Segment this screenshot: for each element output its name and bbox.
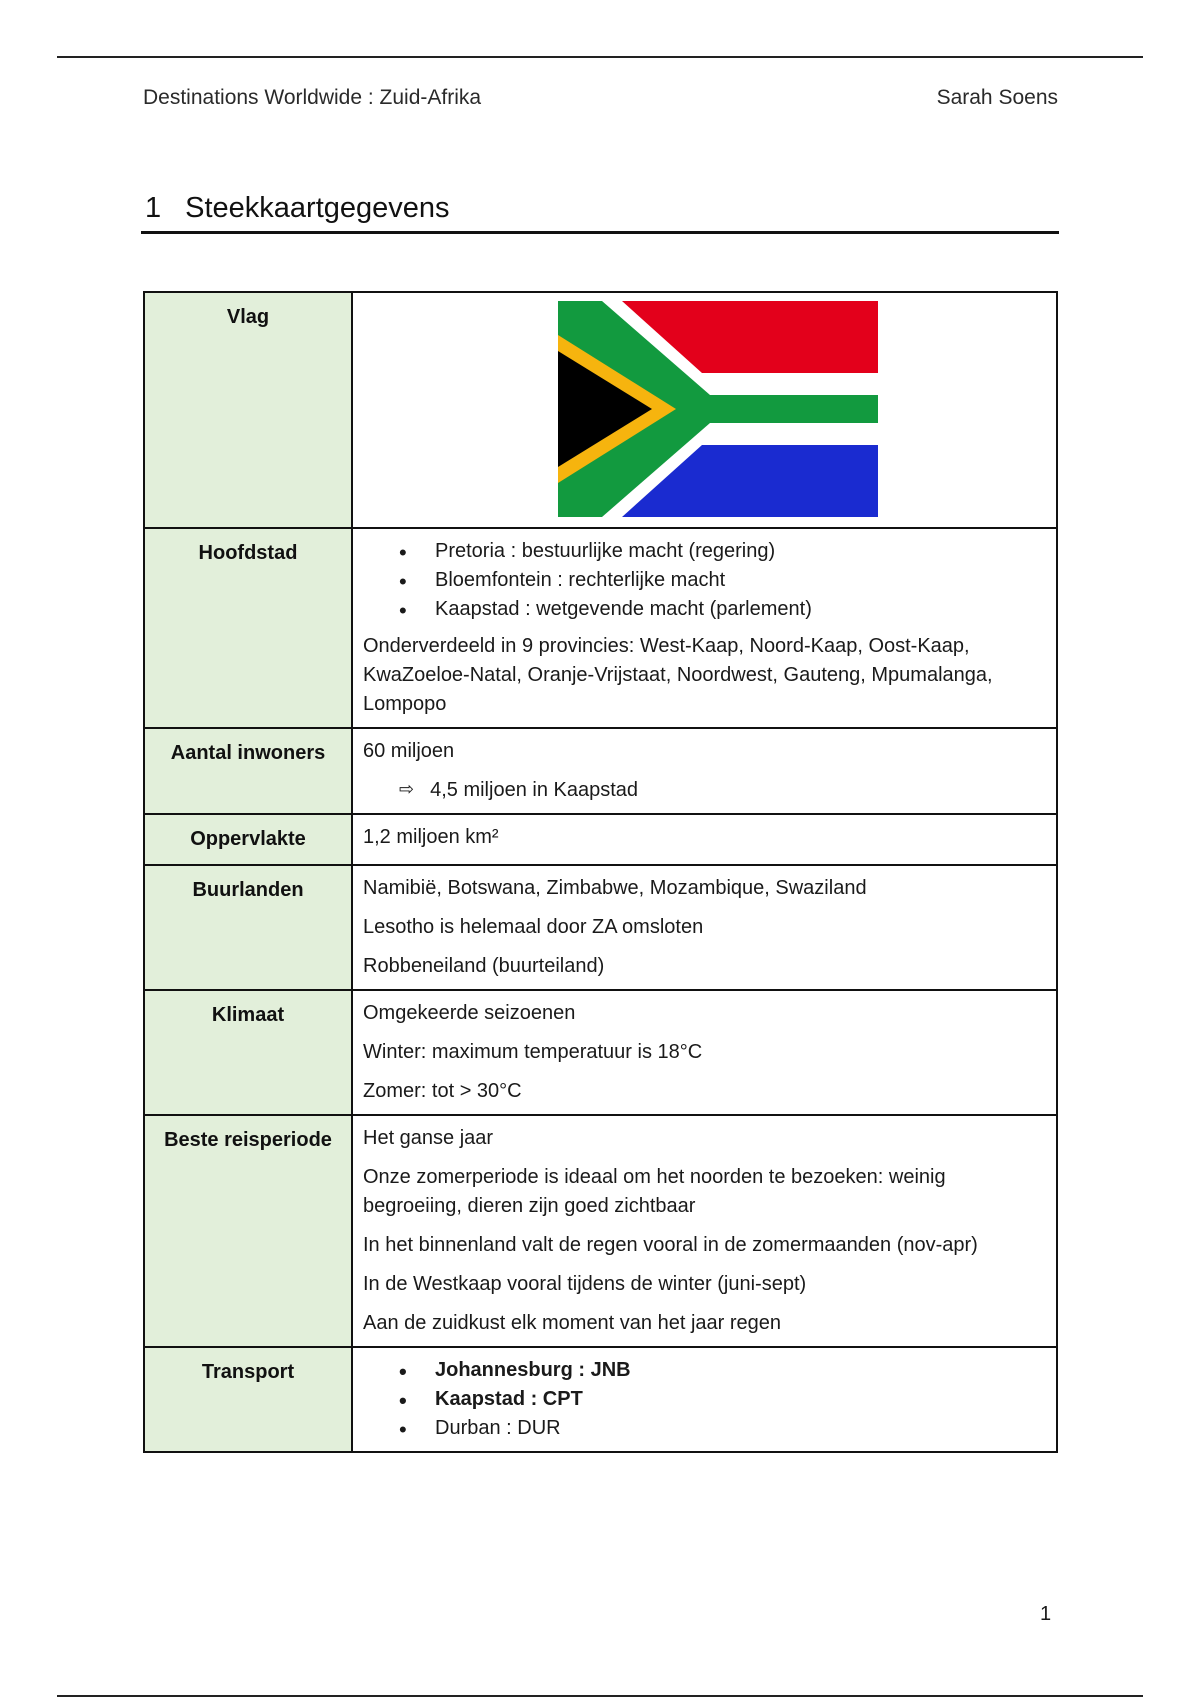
outline-right-arrow-icon: ⇨ xyxy=(399,779,415,799)
travel-line: In de Westkaap vooral tijdens de winter (juni-sept) xyxy=(363,1273,807,1295)
transport-list xyxy=(363,1356,1046,1443)
row-neighbors xyxy=(144,865,1057,990)
climate-line: Zomer: tot > 30°C xyxy=(363,1080,522,1102)
label-climate: Klimaat xyxy=(144,990,352,1115)
list-item: • Bloemfontein : rechterlijke macht xyxy=(435,566,1046,595)
list-item: • Durban : DUR xyxy=(435,1414,1046,1443)
population-value: 60 miljoen xyxy=(363,740,455,762)
section-number: 1 xyxy=(145,192,162,224)
capital-list xyxy=(363,537,1046,624)
row-area xyxy=(144,814,1057,865)
label-flag: Vlag xyxy=(144,292,352,528)
climate-line: Omgekeerde seizoenen xyxy=(363,1002,576,1024)
page-number: 1 xyxy=(1040,1603,1052,1625)
row-population xyxy=(144,728,1057,814)
list-item: • Kaapstad : wetgevende macht (parlement) xyxy=(435,595,1046,624)
label-travel: Beste reisperiode xyxy=(144,1115,352,1347)
neighbors-line: Robbeneiland (buurteiland) xyxy=(363,955,605,977)
page-header xyxy=(143,86,1058,110)
south-africa-flag xyxy=(558,301,878,517)
list-item: • Kaapstad : CPT xyxy=(435,1385,1046,1414)
row-flag xyxy=(144,292,1057,528)
travel-line: Het ganse jaar xyxy=(363,1127,494,1149)
travel-line: In het binnenland valt de regen vooral in de zomermaanden (nov-apr) xyxy=(363,1234,978,1256)
fact-table xyxy=(143,291,1058,1453)
travel-line: Onze zomerperiode is ideaal om het noorden te bezoeken: weinig begroeiing, dieren zijn goed zichtbaar xyxy=(363,1166,946,1217)
flag-cell xyxy=(352,292,1057,528)
list-item: • Pretoria : bestuurlijke macht (regering) xyxy=(435,537,1046,566)
area-value: 1,2 miljoen km² xyxy=(363,826,499,848)
provinces-note: Onderverdeeld in 9 provincies: West-Kaap, Noord-Kaap, Oost-Kaap, KwaZoeloe-Natal, Oranje-Vrijstaat, Noordwest, Gauteng, Mpumalanga, Lompopo xyxy=(363,635,993,715)
list-item: • Johannesburg : JNB xyxy=(435,1356,1046,1385)
travel-line: Aan de zuidkust elk moment van het jaar regen xyxy=(363,1312,782,1334)
neighbors-line: Namibië, Botswana, Zimbabwe, Mozambique, Swaziland xyxy=(363,877,867,899)
value-neighbors xyxy=(352,865,1057,990)
label-transport: Transport xyxy=(144,1347,352,1452)
value-transport xyxy=(352,1347,1057,1452)
neighbors-line: Lesotho is helemaal door ZA omsloten xyxy=(363,916,704,938)
label-area: Oppervlakte xyxy=(144,814,352,865)
header-author: Sarah Soens xyxy=(936,86,1058,109)
population-sub xyxy=(363,776,1046,805)
value-population xyxy=(352,728,1057,814)
value-area xyxy=(352,814,1057,865)
bottom-rule xyxy=(57,1695,1143,1697)
label-neighbors: Buurlanden xyxy=(144,865,352,990)
label-population: Aantal inwoners xyxy=(144,728,352,814)
top-rule xyxy=(57,56,1143,58)
section-title: Steekkaartgegevens xyxy=(185,192,450,224)
row-capital xyxy=(144,528,1057,728)
population-sub-text: 4,5 miljoen in Kaapstad xyxy=(430,779,639,801)
value-travel xyxy=(352,1115,1057,1347)
value-capital xyxy=(352,528,1057,728)
row-travel xyxy=(144,1115,1057,1347)
value-climate xyxy=(352,990,1057,1115)
climate-line: Winter: maximum temperatuur is 18°C xyxy=(363,1041,703,1063)
section-heading xyxy=(141,192,1059,234)
row-transport xyxy=(144,1347,1057,1452)
label-capital: Hoofdstad xyxy=(144,528,352,728)
header-title: Destinations Worldwide : Zuid-Afrika xyxy=(143,86,482,109)
row-climate xyxy=(144,990,1057,1115)
